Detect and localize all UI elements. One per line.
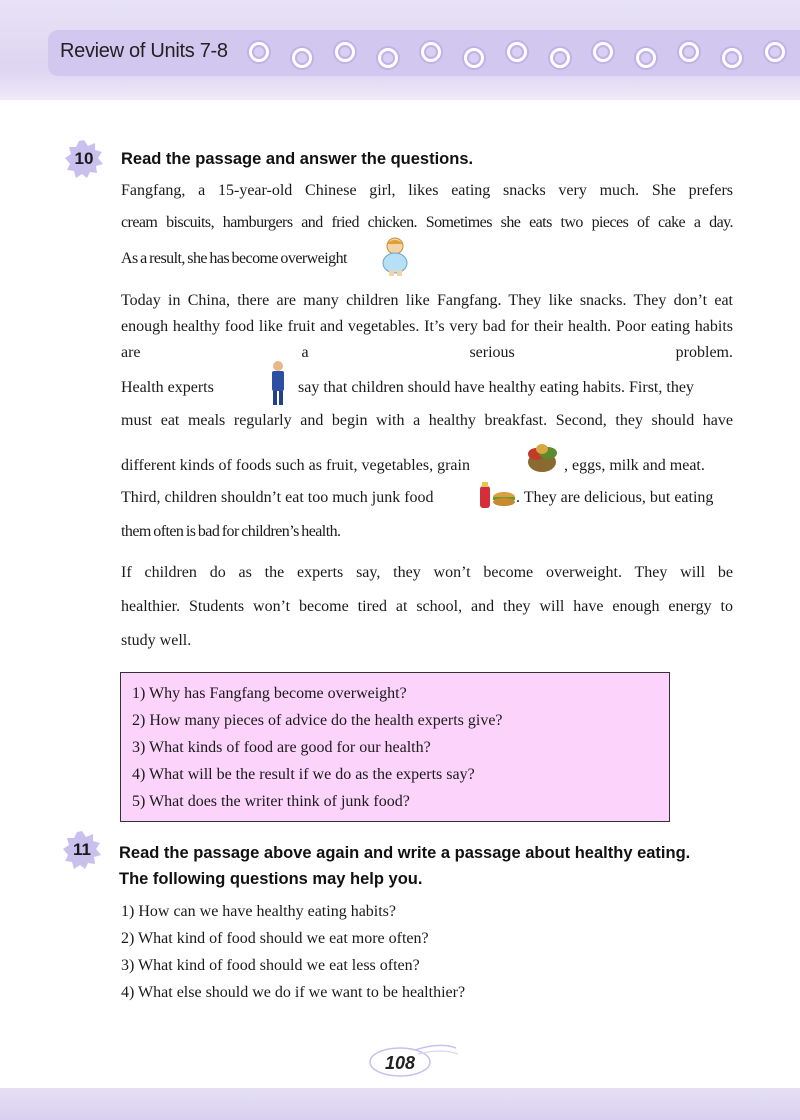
question-4: 4) What will be the result if we do as the experts say? [132, 766, 475, 783]
s11-question-4: 4) What else should we do if we want to be healthier? [121, 984, 466, 1001]
section-10-number: 10 [74, 149, 94, 168]
p1-line-3-text: As a result, she has become overweight [121, 250, 347, 267]
header-title: Review of Units 7-8 [60, 40, 228, 62]
page-number: 108 [384, 1053, 416, 1073]
p1-line-3 [121, 250, 397, 268]
paragraph-2: Today in China, there are many children like Fangfang. They like snacks. They don’t eat enough healthy food like fruit and vegetables. It’s very bad for their health. Poor eating habits are a serious problem. [121, 292, 733, 361]
question-3: 3) What kinds of food are good for our health? [132, 739, 431, 756]
section-11-heading-line-1: Read the passage above again and write a passage about healthy eating. [119, 844, 691, 862]
health-expert-icon [267, 360, 289, 406]
section-11-heading-line-2: The following questions may help you. [119, 870, 423, 888]
s11-question-3: 3) What kind of food should we eat less often? [121, 957, 420, 974]
p1-line-2: cream biscuits, hamburgers and fried chicken. Sometimes she eats two pieces of cake a day. [121, 214, 733, 231]
grain-basket-icon [522, 440, 562, 474]
p3-line-2: must eat meals regularly and begin with a healthy breakfast. Second, they should have [121, 412, 733, 429]
p4-line-1: If children do as the experts say, they won’t become overweight. They will be [121, 564, 733, 581]
p3-line-1a: Health experts [121, 379, 214, 396]
p3-line-3a: different kinds of foods such as fruit, vegetables, grain [121, 457, 470, 474]
p3-line-1b: say that children should have healthy eating habits. First, they [298, 379, 694, 396]
p3-line-5: them often is bad for children’s health. [121, 523, 341, 540]
section-10-heading: Read the passage and answer the questions. [121, 150, 474, 168]
s11-question-2: 2) What kind of food should we eat more often? [121, 930, 429, 947]
p3-line-3b: , eggs, milk and meat. [564, 457, 705, 474]
footer-band [0, 1088, 800, 1120]
questions-box [120, 672, 670, 822]
p4-line-2: healthier. Students won’t become tired at school, and they will have enough energy to [121, 598, 733, 615]
p3-line-4a: Third, children shouldn’t eat too much junk food [121, 489, 434, 506]
s11-question-1: 1) How can we have healthy eating habits? [121, 903, 397, 920]
p3-line-4b: . They are delicious, but eating [516, 489, 714, 506]
p4-line-3: study well. [121, 632, 192, 649]
overweight-girl-icon [376, 236, 414, 276]
junk-food-icon [476, 480, 516, 512]
question-2: 2) How many pieces of advice do the health experts give? [132, 712, 503, 729]
section-11-number: 11 [73, 840, 91, 859]
section-10-badge [64, 139, 104, 179]
question-5: 5) What does the writer think of junk food? [132, 793, 410, 810]
question-1: 1) Why has Fangfang become overweight? [132, 685, 407, 702]
p1-line-1: Fangfang, a 15-year-old Chinese girl, likes eating snacks very much. She prefers [121, 182, 733, 199]
section-11-badge [62, 830, 102, 870]
